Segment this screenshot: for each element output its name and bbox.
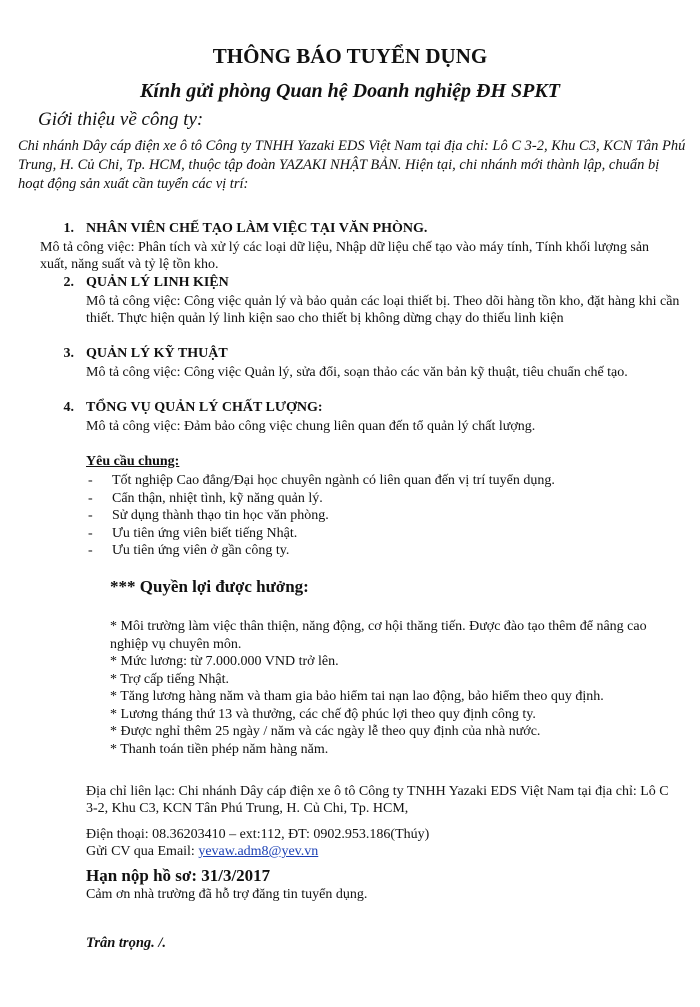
requirement-item: - Sử dụng thành thạo tin học văn phòng. xyxy=(86,507,676,525)
benefit-item: * Môi trường làm việc thân thiện, năng động, cơ hội thăng tiến. Được đào tạo thêm để nâng cao nghiệp vụ chuyên môn. xyxy=(110,619,647,652)
requirement-item: - Tốt nghiệp Cao đẳng/Đại học chuyên ngành có liên quan đến vị trí tuyển dụng. xyxy=(86,472,676,490)
company-intro-heading: Giới thiệu về công ty: xyxy=(38,109,204,130)
contact-email-line xyxy=(86,843,676,860)
benefit-item: * Lương tháng thứ 13 và thưởng, các chế độ phúc lợi theo quy định công ty. xyxy=(110,706,536,722)
position-1-number: 1. xyxy=(63,221,74,236)
benefits-list xyxy=(110,618,680,758)
contact-email-link[interactable]: yevaw.adm8@yev.vn xyxy=(198,844,319,859)
thanks-note: Cảm ơn nhà trường đã hỗ trợ đăng tin tuyển dụng. xyxy=(86,887,368,902)
benefit-item: * Được nghỉ thêm 25 ngày / năm và các ngày lễ theo quy định của nhà nước. xyxy=(110,724,541,739)
position-3-number: 3. xyxy=(63,346,74,361)
requirements-list xyxy=(86,472,676,560)
position-4-title: TỔNG VỤ QUẢN LÝ CHẤT LƯỢNG: xyxy=(86,400,323,415)
benefit-item: * Trợ cấp tiếng Nhật. xyxy=(110,671,230,687)
position-1-description: Mô tả công việc: Phân tích và xử lý các loại dữ liệu, Nhập dữ liệu chế tạo vào máy tính, Tính khối lượng sản xuất, năng suất và tỷ lệ tồn kho. xyxy=(40,240,650,272)
requirements-heading: Yêu cầu chung: xyxy=(86,454,180,469)
application-deadline: Hạn nộp hồ sơ: 31/3/2017 xyxy=(86,866,271,885)
position-3-description: Mô tả công việc: Công việc Quản lý, sửa đổi, soạn thảo các văn bản kỹ thuật, tiêu chuẩn chế tạo. xyxy=(86,365,628,380)
requirement-item: - Ưu tiên ứng viên ở gần công ty. xyxy=(86,542,676,560)
position-1-title: NHÂN VIÊN CHẾ TẠO LÀM VIỆC TẠI VĂN PHÒNG. xyxy=(86,221,428,236)
company-intro-text: Chi nhánh Dây cáp điện xe ô tô Công ty TNHH Yazaki EDS Việt Nam tại địa chỉ: Lô C 3-2, Khu C3, KCN Tân Phú Trung, H. Củ Chi, Tp. HCM, thuộc tập đoàn YAZAKI NHẬT BẢN. Hiện tại, chi nhánh mới thành lập, chuẩn bị hoạt động sản xuất cần tuyển các vị trí: xyxy=(18,138,686,192)
position-4-description: Mô tả công việc: Đảm bảo công việc chung liên quan đến tổ quản lý chất lượng. xyxy=(86,419,536,434)
notice-subtitle: Kính gửi phòng Quan hệ Doanh nghiệp ĐH SPKT xyxy=(140,80,560,102)
contact-phone: Điện thoại: 08.36203410 – ext:112, ĐT: 0902.953.186(Thúy) xyxy=(86,827,430,842)
benefit-item: * Thanh toán tiền phép năm hàng năm. xyxy=(110,741,329,757)
requirement-item: - Cẩn thận, nhiệt tình, kỹ năng quản lý. xyxy=(86,490,676,508)
notice-title: THÔNG BÁO TUYỂN DỤNG xyxy=(212,44,488,68)
position-3-title: QUẢN LÝ KỸ THUẬT xyxy=(86,346,228,361)
contact-email-label: Gửi CV qua Email: xyxy=(86,844,199,859)
position-2-description: Mô tả công việc: Công việc quản lý và bảo quản các loại thiết bị. Theo dõi hàng tồn kho, đặt hàng khi cần thiết. Thực hiện quản lý linh kiện sao cho thiết bị không dừng chạy do thiếu linh kiện xyxy=(86,294,680,326)
benefit-item: * Mức lương: từ 7.000.000 VND trở lên. xyxy=(110,654,339,669)
position-2-number: 2. xyxy=(63,275,74,290)
benefits-heading: *** Quyền lợi được hưởng: xyxy=(110,577,309,596)
requirement-item: - Ưu tiên ứng viên biết tiếng Nhật. xyxy=(86,525,676,543)
position-2-title: QUẢN LÝ LINH KIỆN xyxy=(86,275,229,290)
closing-signoff: Trân trọng. /. xyxy=(86,935,167,951)
benefit-item: * Tăng lương hàng năm và tham gia bảo hiểm tai nạn lao động, bảo hiểm theo quy định. xyxy=(110,689,604,704)
position-4-number: 4. xyxy=(63,400,74,415)
contact-address: Địa chỉ liên lạc: Chi nhánh Dây cáp điện xe ô tô Công ty TNHH Yazaki EDS Việt Nam tại địa chỉ: Lô C 3-2, Khu C3, KCN Tân Phú Trung, H. Củ Chi, Tp. HCM, xyxy=(86,784,669,816)
